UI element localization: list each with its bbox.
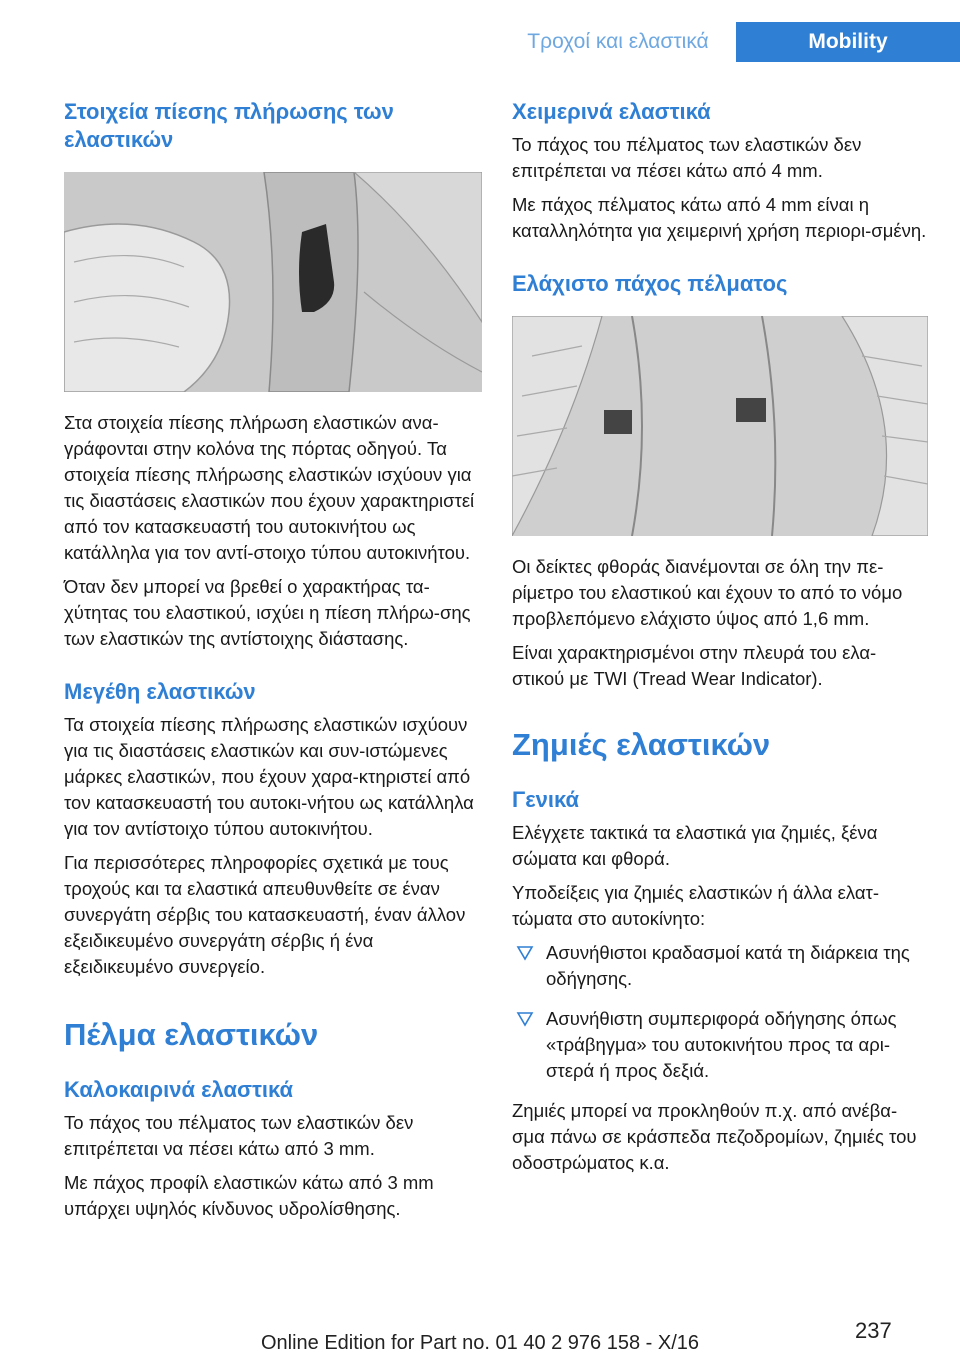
paragraph-min-2: Είναι χαρακτηρισμένοι στην πλευρά του ελα-στικού με TWI (Tread Wear Indicator).	[512, 642, 877, 689]
paragraph-general-3: Ζημιές μπορεί να προκληθούν π.χ. από ανέβα-σμα πάνω σε κράσπεδα πεζοδρομίων, ζημιές του οδοστρώματος κ.α.	[512, 1100, 917, 1173]
bullet-triangle-icon	[516, 1010, 534, 1028]
paragraph-pressure-2: Όταν δεν μπορεί να βρεθεί ο χαρακτήρας τα-χύτητας του ελαστικού, ισχύει η πίεση πλήρω-σης των ελαστικών της αντίστοιχης διάστασης.	[64, 576, 471, 649]
paragraph-winter-1: Το πάχος του πέλματος των ελαστικών δεν επιτρέπεται να πέσει κάτω από 4 mm.	[512, 134, 862, 181]
paragraph-sizes-2: Για περισσότερες πληροφορίες σχετικά με τους τροχούς και τα ελαστικά απευθυνθείτε σε έναν συνεργάτη σέρβις του κατασκευαστή, έναν άλλον εξειδικευμένο συνεργάτη σέρβις ή ένα εξειδικευμένο συνεργείο.	[64, 852, 466, 977]
paragraph-pressure-1: Στα στοιχεία πίεσης πλήρωση ελαστικών ανα-γράφονται στην κολόνα της πόρτας οδηγού. Τα στοιχεία πίεσης πλήρωσης ελαστικών ισχύουν για τις διαστάσεις ελαστικών που έχουν χαρακτηριστεί από τον κατασκευαστή του αυτοκινήτου ως κατάλληλα για τον αντί-στοιχο τύπου αυτοκινήτου.	[64, 412, 475, 563]
tread-wear-indicator-image	[512, 316, 928, 536]
damage-indicator-list	[512, 940, 928, 1084]
paragraph-summer-1: Το πάχος του πέλματος των ελαστικών δεν επιτρέπεται να πέσει κάτω από 3 mm.	[64, 1112, 414, 1159]
header-section-title: Τροχοί και ελαστικά	[527, 30, 709, 53]
right-column	[512, 98, 928, 1184]
paragraph-sizes-1: Τα στοιχεία πίεσης πλήρωσης ελαστικών ισχύουν για τις διαστάσεις ελαστικών και συν-ιστώμενες μάρκες ελαστικών, που έχουν χαρα-κτηριστεί από τον κατασκευαστή του αυτοκι-νήτου ως κατάλληλα για τον αντίστοιχο τύπου αυτοκινήτου.	[64, 714, 474, 839]
paragraph-general-1: Ελέγχετε τακτικά τα ελαστικά για ζημιές, ξένα σώματα και φθορά.	[512, 822, 878, 869]
online-edition-note: Online Edition for Part no. 01 40 2 976 158 - X/16	[260, 1332, 700, 1354]
list-item	[512, 1006, 928, 1084]
heading-tire-tread: Πέλμα ελαστικών	[64, 1017, 319, 1052]
page-number: 237	[855, 1318, 892, 1343]
header-chapter-tab: Mobility	[736, 22, 960, 62]
paragraph-min-1: Οι δείκτες φθοράς διανέμονται σε όλη την πε-ρίμετρο του ελαστικού και έχουν το από το νόμο προβλεπόμενο ελάχιστο ύψος από 1,6 mm.	[512, 556, 903, 629]
paragraph-summer-2: Με πάχος προφίλ ελαστικών κάτω από 3 mm υπάρχει υψηλός κίνδυνος υδρολίσθησης.	[64, 1172, 434, 1219]
list-item	[512, 940, 928, 992]
page-header	[0, 22, 960, 62]
page-footer	[0, 1318, 960, 1354]
heading-tire-sizes: Μεγέθη ελαστικών	[64, 679, 256, 704]
list-item-text: Ασυνήθιστοι κραδασμοί κατά τη διάρκεια της οδήγησης.	[546, 942, 910, 989]
list-item-text: Ασυνήθιστη συμπεριφορά οδήγησης όπως «τράβηγμα» του αυτοκινήτου προς τα αρι-στερά ή προς δεξιά.	[546, 1008, 897, 1081]
heading-pressure-data: Στοιχεία πίεσης πλήρωσης των ελαστικών	[64, 99, 394, 152]
bullet-triangle-icon	[516, 944, 534, 962]
heading-tire-damage: Ζημιές ελαστικών	[512, 727, 771, 762]
paragraph-general-2: Υποδείξεις για ζημιές ελαστικών ή άλλα ελατ-τώματα στο αυτοκίνητο:	[512, 882, 880, 929]
heading-winter-tires: Χειμερινά ελαστικά	[512, 99, 711, 124]
heading-min-tread: Ελάχιστο πάχος πέλματος	[512, 271, 788, 296]
heading-general: Γενικά	[512, 787, 580, 812]
left-column	[64, 98, 482, 1230]
door-pillar-image	[64, 172, 482, 392]
heading-summer-tires: Καλοκαιρινά ελαστικά	[64, 1077, 294, 1102]
paragraph-winter-2: Με πάχος πέλματος κάτω από 4 mm είναι η καταλληλότητα για χειμερινή χρήση περιορι-σμένη.	[512, 194, 927, 241]
